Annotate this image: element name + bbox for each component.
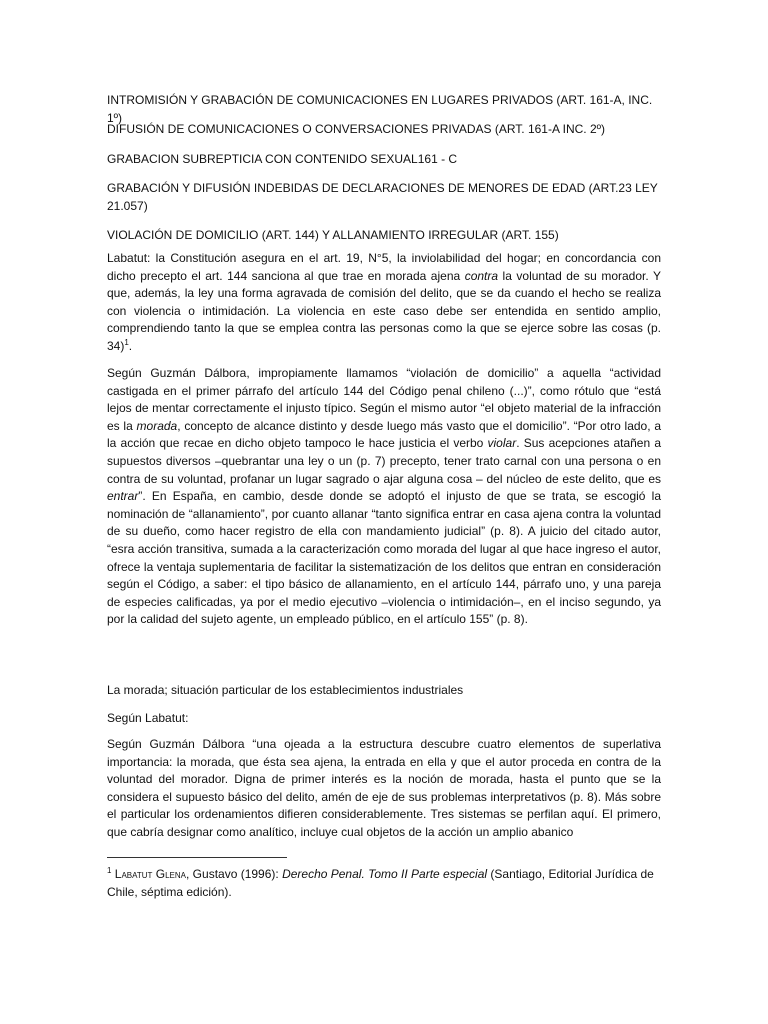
footnote-number: 1 [107, 866, 112, 875]
paragraph-labatut-end: . [128, 338, 133, 353]
heading-grabacion-subrepticia: GRABACION SUBREPTICIA CON CONTENIDO SEXUAL161 - C [107, 152, 458, 166]
paragraph-guzman-text-b: , concepto de alcance distinto y desde luego más vasto que el domicilio”. “Por otro lado, a la acción que recae en dicho objeto tampoco le hace justicia el verbo [107, 418, 662, 451]
footnote-reference: 1 [124, 337, 129, 347]
paragraph-labatut-text-a: Labatut: la Constitución asegura en el art. 19, N°5, la inviolabilidad del hogar; en concordancia con dicho precepto el art. 144 sanciona al que trae en morada ajena [107, 251, 661, 283]
emphasis-contra: contra [464, 268, 499, 283]
emphasis-morada: morada [136, 418, 178, 433]
heading-intromision: INTROMISIÓN Y GRABACIÓN DE COMUNICACIONES EN LUGARES PRIVADOS (ART. 161-A, INC. 1º) [107, 93, 653, 125]
heading-violacion-domicilio: VIOLACIÓN DE DOMICILIO (ART. 144) Y ALLANAMIENTO IRREGULAR (ART. 155) [107, 228, 559, 242]
segun-labatut-line: Según Labatut: [107, 711, 189, 725]
footnote-text-b: (Santiago, Editorial Jurídica de Chile, séptima edición). [107, 867, 654, 899]
paragraph-guzman-dalbora [107, 365, 661, 629]
paragraph-elementos: Según Guzmán Dálbora “una ojeada a la estructura descubre cuatro elementos de superlativa importancia: la morada, que ésta sea ajena, la entrada en ella y que el autor proceda en contra de la voluntad del morador. Digna de primer interés es la noción de morada, hasta el punto que se la considera el supuesto básico del delito, amén de eje de sus problemas interpretativos (p. 8). Más sobre el particular los ordenamientos difieren considerablemente. Tres sistemas se perfilan aquí. El primero, que cabría designar como analítico, incluye cual objetos de la acción un amplio abanico [107, 737, 661, 839]
paragraph-guzman-text-a: Según Guzmán Dálbora, impropiamente llamamos “violación de domicilio” a aquella “actividad castigada en el primer párrafo del artículo 144 del Código penal chileno (...)”, como rótulo que “está lejos de mentar correctamente el injusto típico. Según el mismo autor “el objeto material de la infracción es la [107, 366, 661, 433]
subheading-morada: La morada; situación particular de los establecimientos industriales [107, 683, 464, 697]
footnote-text-a: , Gustavo (1996): [186, 867, 283, 881]
paragraph-guzman-text-d: ”. En España, en cambio, desde donde se adoptó el injusto de que se trata, se escogió la nominación de “allanamiento”, por cuanto allanar “tanto significa entrar en casa ajena contra la voluntad de su dueño, como hacer registro de ella con mandamiento judicial” (p. 8). A juicio del citado autor, “esra acción transitiva, sumada a la caracterización como morada del lugar al que hace ingreso el autor, ofrece la ventaja suplementaria de facilitar la sistematización de los delitos que entran en consideración según el Código, a saber: el tipo básico de allanamiento, en el artículo 144, párrafo uno, y una pareja de especies calificadas, ya por el medio ejecutivo –violencia o intimidación–, en el inciso segundo, ya por la calidad del sujeto agente, un empleado público, en el artículo 155” (p. 8). [107, 489, 661, 627]
footnote-author: Labatut Glena [114, 867, 187, 881]
footnote [107, 866, 661, 901]
footnote-divider [107, 857, 287, 858]
heading-grabacion-menores: GRABACIÓN Y DIFUSIÓN INDEBIDAS DE DECLARACIONES DE MENORES DE EDAD (ART.23 LEY 21.057) [107, 181, 658, 213]
footnote-book-title: Derecho Penal. Tomo II Parte especial [282, 867, 488, 881]
emphasis-violar: violar [487, 436, 517, 451]
paragraph-guzman-text-c: . Sus acepciones atañen a supuestos diversos –quebrantar una ley o un (p. 7) precepto, tener trato carnal con una persona o en contra de su voluntad, profanar un lugar sagrado o ajar alguna cosa – del núcleo de este delito, que es [107, 436, 662, 486]
emphasis-entrar: entrar [107, 489, 139, 504]
heading-difusion: DIFUSIÓN DE COMUNICACIONES O CONVERSACIONES PRIVADAS (ART. 161-A INC. 2º) [107, 122, 606, 136]
paragraph-labatut [107, 250, 661, 356]
paragraph-labatut-text-b: la voluntad de su morador. Y que, además, la ley una forma agravada de comisión del delito, que se da cuando el hecho se realiza con violencia o intimidación. La violencia en este caso debe ser entendida en sentido amplio, comprendiendo tanto la que se emplea contra las personas como la que se ejerce sobre las cosas (p. 34) [107, 268, 661, 353]
